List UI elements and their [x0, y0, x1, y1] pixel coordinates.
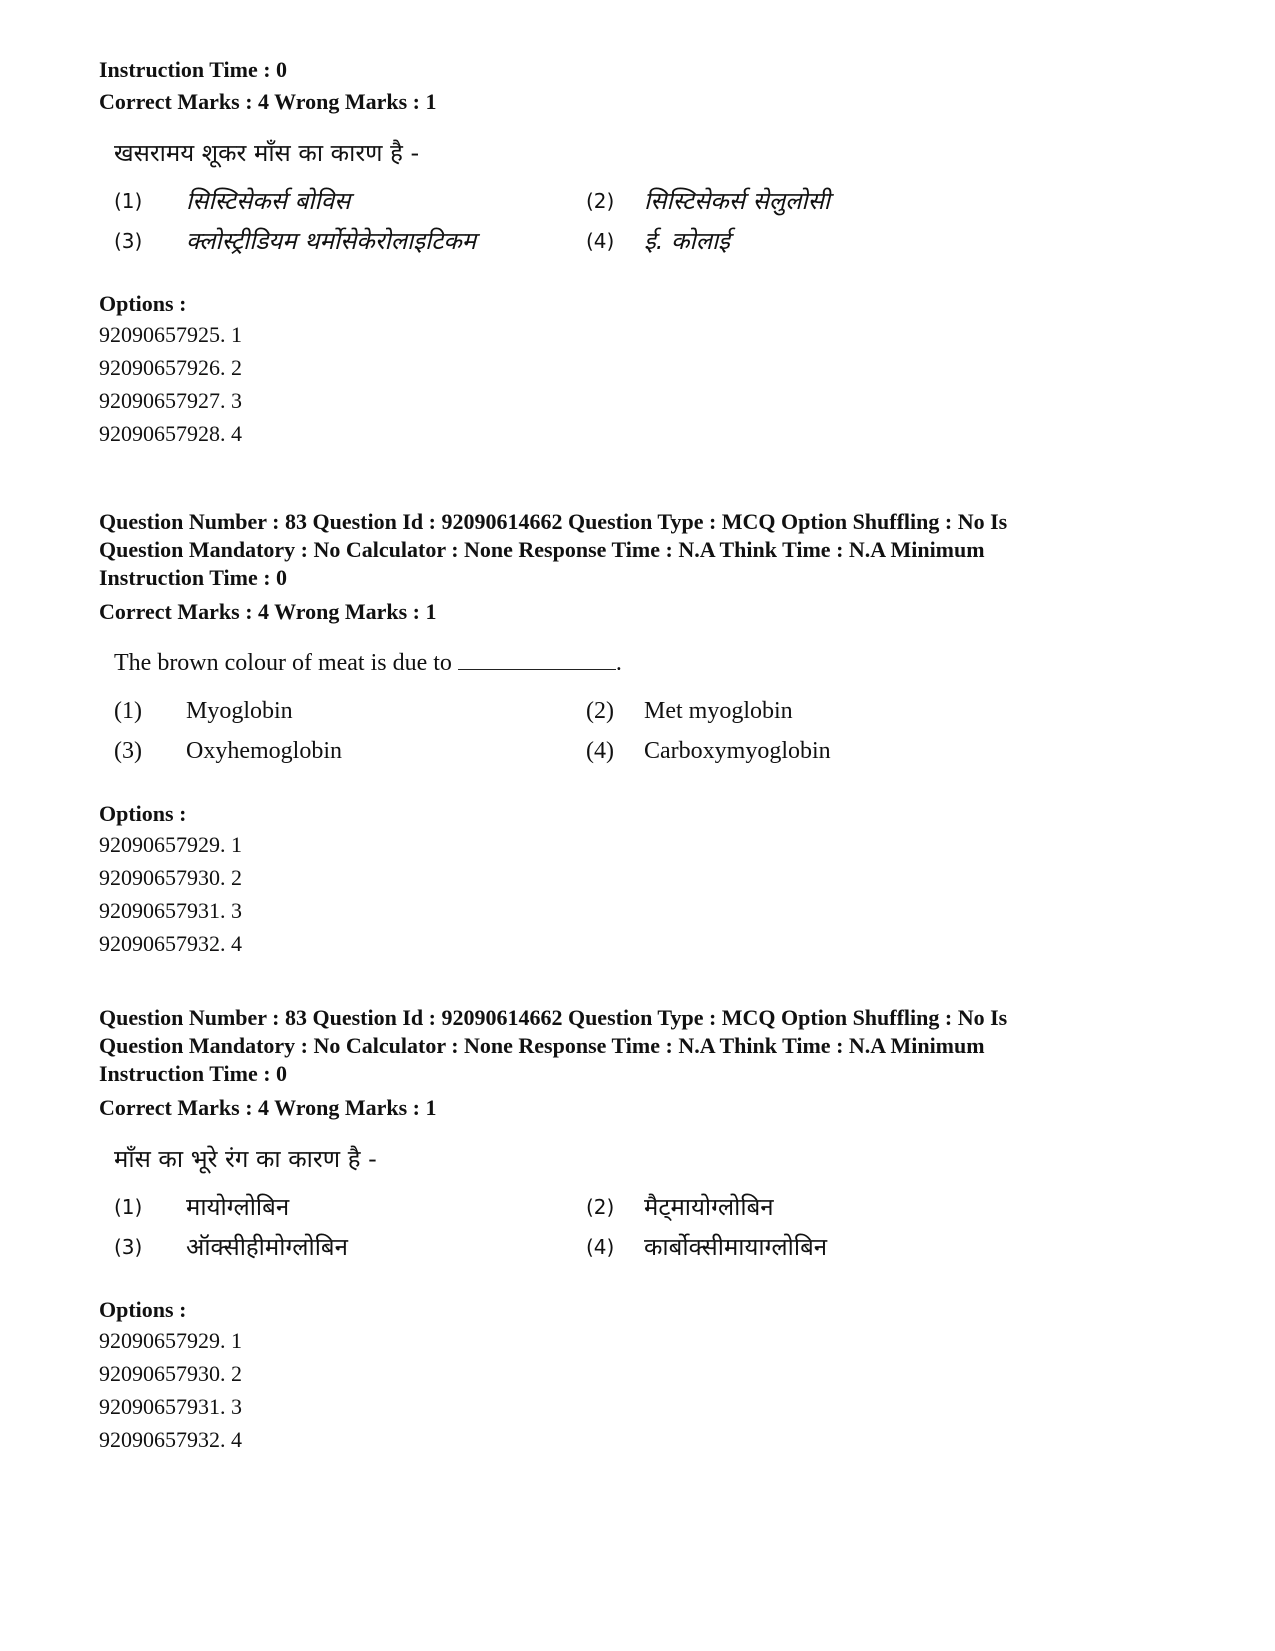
option-id: 92090657932. 4	[99, 931, 242, 956]
option-id: 92090657931. 3	[99, 898, 242, 923]
meta-line: Instruction Time : 0	[99, 565, 288, 590]
question-meta	[99, 1004, 1179, 1088]
choice-number: (4)	[586, 1235, 615, 1259]
marks-line: Correct Marks : 4 Wrong Marks : 1	[99, 1095, 437, 1120]
option-id: 92090657931. 3	[99, 1394, 242, 1419]
option-id: 92090657927. 3	[99, 388, 242, 413]
option-id: 92090657926. 2	[99, 355, 242, 380]
choice-text: Met myoglobin	[644, 698, 793, 724]
answer-choices	[114, 696, 1179, 766]
question-stem: The brown colour of meat is due to	[114, 650, 452, 676]
choice-text: Oxyhemoglobin	[186, 738, 342, 764]
option-id: 92090657929. 1	[99, 1328, 242, 1353]
question-block	[99, 56, 1179, 450]
choice-number: (4)	[586, 738, 614, 764]
choice-number: (3)	[114, 738, 142, 764]
choice-number: (4)	[586, 229, 615, 253]
options-heading: Options :	[99, 291, 187, 316]
choice-text: Myoglobin	[186, 698, 293, 724]
option-id: 92090657929. 1	[99, 832, 242, 857]
marks-line: Correct Marks : 4 Wrong Marks : 1	[99, 89, 437, 114]
choice-number: (1)	[114, 1195, 143, 1219]
option-id-list	[99, 828, 1179, 960]
options-heading: Options :	[99, 1297, 187, 1322]
marks-line: Correct Marks : 4 Wrong Marks : 1	[99, 599, 437, 624]
question-meta	[99, 508, 1179, 592]
question-text	[114, 648, 1179, 678]
option-id: 92090657928. 4	[99, 421, 242, 446]
meta-line: Question Mandatory : No Calculator : None Response Time : N.A Think Time : N.A Minimum	[99, 1033, 985, 1058]
choice-number: (2)	[586, 189, 615, 213]
question-box	[114, 1144, 1179, 1262]
question-end: .	[615, 650, 622, 676]
choice-text: ई. कोलाई	[644, 227, 730, 255]
question-block	[99, 1004, 1179, 1456]
meta-line: Instruction Time : 0	[99, 1061, 288, 1086]
choice-number: (1)	[114, 189, 143, 213]
question-text: माँस का भूरे रंग का कारण है -	[114, 1145, 377, 1173]
choice-text: मैट्मायोग्लोबिन	[644, 1193, 774, 1221]
choice-text: क्लोस्ट्रीडियम थर्मोसेकेरोलाइटिकम	[186, 227, 477, 255]
choice-number: (2)	[586, 1195, 615, 1219]
question-text: खसरामय शूकर माँस का कारण है -	[114, 139, 420, 167]
option-id-list	[99, 318, 1179, 450]
option-id: 92090657925. 1	[99, 322, 242, 347]
meta-line: Question Number : 83 Question Id : 92090614662 Question Type : MCQ Option Shuffling : No Is	[99, 509, 1008, 534]
meta-line: Question Mandatory : No Calculator : None Response Time : N.A Think Time : N.A Minimum	[99, 537, 985, 562]
choice-text: सिस्टिसेकर्स बोविस	[186, 187, 351, 215]
choice-text: Carboxymyoglobin	[644, 738, 831, 764]
answer-choices	[114, 1192, 1179, 1262]
options-heading: Options :	[99, 801, 187, 826]
choice-text: सिस्टिसेकर्स सेलुलोसी	[644, 187, 831, 215]
meta-line: Question Number : 83 Question Id : 92090614662 Question Type : MCQ Option Shuffling : No Is	[99, 1005, 1008, 1030]
meta-line: Instruction Time : 0	[99, 57, 288, 82]
question-box	[114, 648, 1179, 766]
choice-text: कार्बोक्सीमायाग्लोबिन	[644, 1233, 828, 1261]
fill-in-blank	[458, 649, 616, 670]
option-id: 92090657930. 2	[99, 1361, 242, 1386]
answer-choices	[114, 186, 1179, 256]
choice-number: (3)	[114, 229, 143, 253]
question-box	[114, 138, 1179, 256]
choice-number: (3)	[114, 1235, 143, 1259]
option-id-list	[99, 1324, 1179, 1456]
option-id: 92090657930. 2	[99, 865, 242, 890]
choice-number: (1)	[114, 698, 142, 724]
question-block	[99, 508, 1179, 960]
question-meta	[99, 56, 1179, 84]
choice-text: ऑक्सीहीमोग्लोबिन	[186, 1233, 348, 1261]
choice-number: (2)	[586, 698, 614, 724]
option-id: 92090657932. 4	[99, 1427, 242, 1452]
choice-text: मायोग्लोबिन	[186, 1193, 290, 1221]
